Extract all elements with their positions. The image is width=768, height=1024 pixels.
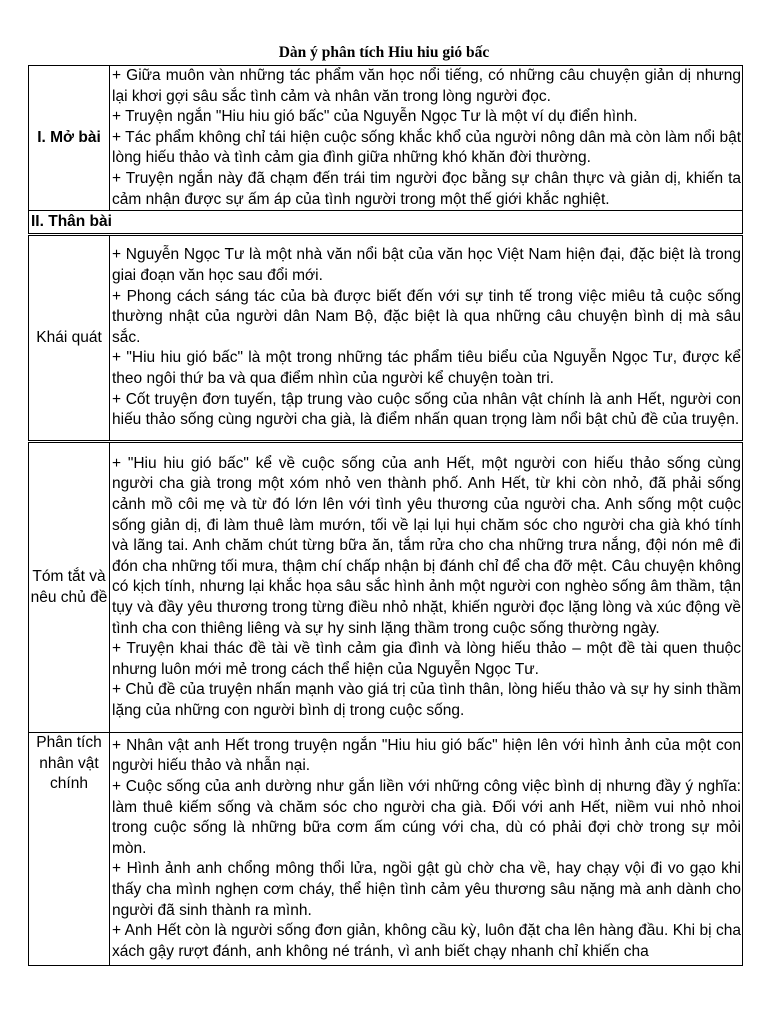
- mo-bai-label: I. Mở bài: [29, 66, 110, 211]
- khai-quat-paragraph: + Cốt truyện đơn tuyến, tập trung vào cuộc sống của nhân vật chính là anh Hết, người con hiếu thảo sống cùng người cha già, là điểm nhấn quan trọng làm nổi bật chủ đề của truyện.: [112, 390, 741, 429]
- mo-bai-paragraph: + Truyện ngắn này đã chạm đến trái tim người đọc bằng sự chân thực và giản dị, khiến ta cảm nhận được sự ấm áp của tình người trong một thế giới khắc nghiệt.: [112, 169, 741, 208]
- khai-quat-paragraph: + Nguyễn Ngọc Tư là một nhà văn nổi bật của văn học Việt Nam hiện đại, đặc biệt là trong giai đoạn văn học sau đổi mới.: [112, 246, 741, 285]
- phan-tich-paragraph: + Anh Hết còn là người sống đơn giản, không cầu kỳ, luôn đặt cha lên hàng đầu. Khi bị cha xách gậy rượt đánh, anh không né tránh, vì anh biết chạy nhanh chỉ khiến cha: [112, 922, 741, 960]
- khai-quat-paragraph: + Phong cách sáng tác của bà được biết đến với sự tinh tế trong việc miêu tả cuộc sống thường nhật của người dân Nam Bộ, đặc biệt là qua những câu chuyện bình dị mà sâu sắc.: [112, 287, 741, 346]
- phan-tich-content: [110, 733, 743, 966]
- table-row-khai-quat: [29, 235, 743, 442]
- tom-tat-label: Tóm tắt và nêu chủ đề: [29, 442, 110, 733]
- table-row-than-bai-heading: [29, 211, 743, 235]
- mo-bai-paragraph: + Truyện ngắn "Hiu hiu gió bấc" của Nguyễn Ngọc Tư là một ví dụ điển hình.: [112, 108, 638, 126]
- tom-tat-paragraph: + Chủ đề của truyện nhấn mạnh vào giá trị của tình thân, lòng hiếu thảo và sự hy sinh thầm lặng của những con người bình dị trong cuộc sống.: [112, 681, 741, 719]
- tom-tat-paragraph: + "Hiu hiu gió bấc" kể về cuộc sống của anh Hết, một người con hiếu thảo sống cùng người cha già trong một xóm nhỏ ven thành phố. Anh Hết, từ khi còn nhỏ, đã phải sống cảnh mồ côi mẹ và từ đó lớn lên với tình yêu thương của người cha. Anh sống một cuộc sống giản dị, đi làm thuê làm mướn, tối về lại lụi hụi chăm sóc cho người cha già khó tính và lãng tai. Anh chăm chút từng bữa ăn, tắm rửa cho cha những trưa nắng, đội nón mê đi đón cha những tối mưa, thậm chí chấp nhận bị đánh chỉ để cha đỡ mệt. Câu chuyện không có kịch tính, nhưng lại khắc họa sâu sắc hình ảnh một người con nghèo sống âm thầm, tận tụy và đầy yêu thương trong từng điều nhỏ nhặt, khiến người đọc lặng lòng và xúc động về tình cha con thiêng liêng và sự hy sinh lặng thầm trong cuộc sống thường ngày.: [112, 454, 741, 637]
- mo-bai-content: [110, 66, 743, 211]
- table-row-mo-bai: [29, 66, 743, 211]
- than-bai-heading: II. Thân bài: [29, 211, 743, 235]
- outline-table: [28, 65, 743, 966]
- mo-bai-paragraph: + Tác phẩm không chỉ tái hiện cuộc sống khắc khổ của người nông dân mà còn làm nổi bật lòng hiếu thảo và tình cảm gia đình giữa những khó khăn đời thường.: [112, 128, 741, 167]
- mo-bai-paragraph: + Giữa muôn vàn những tác phẩm văn học nổi tiếng, có những câu chuyện giản dị nhưng lại khơi gợi sâu sắc tình cảm và nhân văn trong lòng người đọc.: [112, 67, 741, 105]
- table-row-tom-tat: [29, 442, 743, 733]
- phan-tich-label: Phân tích nhân vật chính: [29, 733, 110, 966]
- khai-quat-label: Khái quát: [29, 235, 110, 442]
- khai-quat-content: [110, 235, 743, 442]
- phan-tich-paragraph: + Nhân vật anh Hết trong truyện ngắn "Hiu hiu gió bấc" hiện lên với hình ảnh của một con người hiếu thảo và nhẫn nại.: [112, 736, 741, 775]
- document-title: Dàn ý phân tích Hiu hiu gió bấc: [278, 44, 490, 61]
- tom-tat-paragraph: + Truyện khai thác đề tài về tình cảm gia đình và lòng hiếu thảo – một đề tài quen thuộc nhưng luôn mới mẻ trong cách thể hiện của Nguyễn Ngọc Tư.: [112, 640, 741, 678]
- table-row-phan-tich: [29, 733, 743, 966]
- phan-tich-paragraph: + Hình ảnh anh chổng mông thổi lửa, ngồi gật gù chờ cha về, hay chạy vội đi vo gạo khi thấy cha mình nghẹn cơm cháy, thể hiện tình cảm yêu thương sâu nặng mà anh dành cho người đã sinh thành ra mình.: [112, 860, 741, 919]
- tom-tat-content: [110, 442, 743, 733]
- phan-tich-paragraph: + Cuộc sống của anh dường như gắn liền với những công việc bình dị nhưng đầy ý nghĩa: làm thuê kiếm sống và chăm sóc cho người cha già. Đối với anh Hết, niềm vui nhỏ nhoi trong cuộc sống là những bữa cơm ấm cúng với cha, dù có phải đợi chờ trong sự mỏi mòn.: [112, 778, 741, 857]
- khai-quat-paragraph: + "Hiu hiu gió bấc" là một trong những tác phẩm tiêu biểu của Nguyễn Ngọc Tư, được kể theo ngôi thứ ba và qua điểm nhìn của người kể chuyện toàn tri.: [112, 349, 741, 388]
